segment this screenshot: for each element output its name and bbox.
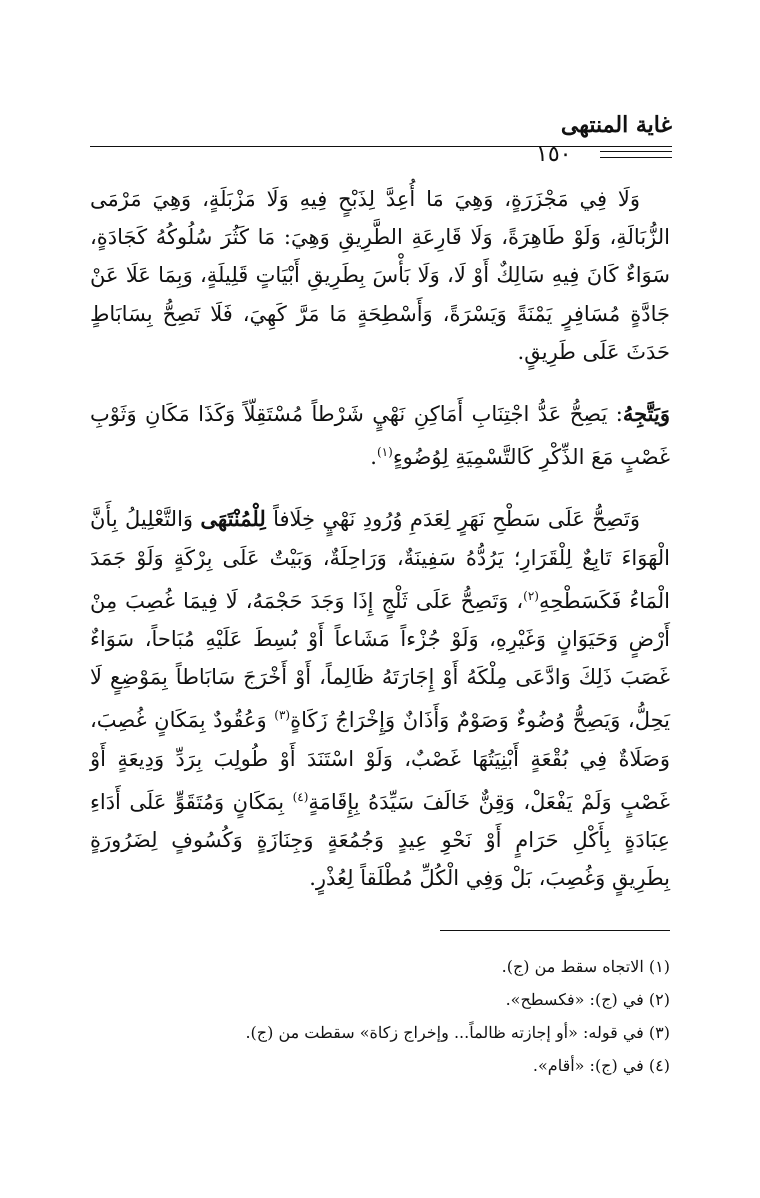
- paragraph-3-text-c: ، وَتَصِحُّ عَلَى ثَلْجٍ إِذَا وَجَدَ حَجْمَهُ، لَا فِيمَا غُصِبَ مِنْ أَرْضٍ وَحَيَوَانٍ وَغَيْرِهِ، وَلَوْ جُزْءاً مَشَاعاً أَوْ بُسِطَ عَلَيْهِ مُبَاحاً، سَوَاءٌ غَصَبَ ذَلِكَ وَادَّعَى مِلْكَهُ أَوْ إِجَارَتَهُ ظَالِماً، أَوْ أَخْرَجَ سَابَاطاً بِمَوْضِعٍ لَا يَحِلُّ، وَيَصِحُّ وُضُوءٌ وَصَوْمٌ وَأَذَانٌ وَإِخْرَاجُ زَكَاةٍ: [90, 588, 670, 733]
- footnote-ref-4: (٤): [292, 789, 309, 804]
- running-header-title: غاية المنتهى: [560, 112, 672, 138]
- main-text: [90, 180, 670, 921]
- page-number-ornament: [600, 151, 672, 163]
- paragraph-1: [90, 180, 670, 371]
- paragraph-3: [90, 500, 670, 897]
- footnote-3: (٣) في قوله: «أو إجازته ظالماً... وإخراج زكاة» سقطت من (ج).: [245, 1023, 670, 1042]
- paragraph-3-text-a: وَتَصِحُّ عَلَى سَطْحِ نَهَرٍ لِعَدَمِ وُرُودِ نَهْيٍ خِلَافاً: [265, 507, 640, 532]
- paragraph-2-end: .: [370, 445, 377, 470]
- header-rule: [90, 146, 672, 147]
- paragraph-2-text: : يَصِحُّ عَدُّ اجْتِنَابِ أَمَاكِنِ نَهْيٍ شَرْطاً مُسْتَقِلّاً وَكَذَا مَكَانِ وَثَوْبِ غَصْبٍ مَعَ الذِّكْرِ كَالتَّسْمِيَةِ لِوُضُوءٍ: [90, 402, 670, 470]
- footnotes: [90, 950, 670, 1082]
- paragraph-3-text-b: وَالتَّعْلِيلُ بِأَنَّ الْهَوَاءَ تَابِعٌ لِلْقَرَارِ؛ يَرُدُّهُ سَفِينَةٌ، وَرَاحِلَةٌ، وَبَيْتٌ عَلَى بِرْكَةٍ وَلَوْ جَمَدَ الْمَاءُ فَكَسَطْحِهِ: [90, 507, 670, 613]
- footnote-ref-2: (٢): [523, 588, 539, 603]
- footnote-4: (٤) في (ج): «أقام».: [532, 1056, 670, 1075]
- page-number: ١٥٠: [536, 142, 572, 167]
- footnote-rule: [440, 930, 670, 931]
- footnote-ref-1: (١): [376, 445, 393, 460]
- paragraph-3-keyword: لِلْمُنْتَهَى: [200, 506, 266, 532]
- footnote-1: (١) الاتجاه سقط من (ج).: [501, 957, 670, 976]
- paragraph-2-keyword: وَيَتَّجِهُ: [622, 401, 670, 427]
- footnote-ref-3: (٣): [274, 708, 291, 723]
- paragraph-3-text-e: بِمَكَانٍ وَمُتَقَوٍّ عَلَى أَدَاءِ عِبَادَةٍ بِأَكْلِ حَرَامٍ أَوْ نَحْوِ عِيدٍ وَجُمُعَةٍ وَجِنَازَةٍ وَكُسُوفٍ لِضَرُورَةٍ بِطَرِيقٍ وَغُصِبَ، بَلْ وَفِي الْكُلِّ مُطْلَقاً لِعُذْرٍ.: [90, 789, 670, 891]
- paragraph-2: [90, 395, 670, 476]
- paragraph-1-text: وَلَا فِي مَجْزَرَةٍ، وَهِيَ مَا أُعِدَّ لِذَبْحٍ فِيهِ وَلَا مَزْبَلَةٍ، وَهِيَ مَرْمَى الزُّبَالَةِ، وَلَوْ طَاهِرَةً، وَلَا قَارِعَةِ الطَّرِيقِ وَهِيَ: مَا كَثُرَ سُلُوكُهُ كَجَادَةٍ، سَوَاءٌ كَانَ فِيهِ سَالِكٌ أَوْ لَا، وَلَا بَأْسَ بِطَرِيقِ أَبْيَاتٍ قَلِيلَةٍ، وَبِمَا عَلَا عَنْ جَادَّةٍ مُسَافِرٍ يَمْنَةً وَيَسْرَةً، وَأَسْطِحَةٍ مَا مَرَّ كَهِيَ، فَلَا تَصِحُّ بِسَابَاطٍ حَدَثَ عَلَى طَرِيقٍ.: [90, 187, 670, 364]
- paragraph-3-text-d: وَعُقُودٌ بِمَكَانٍ غُصِبَ، وَصَلَاةٌ فِي بُقْعَةٍ أَبْنِيَتُهَا غَصْبٌ، وَلَوْ اسْتَنَدَ أَوْ طُولِبَ بِرَدِّ وَدِيعَةٍ أَوْ غَصْبٍ وَلَمْ يَفْعَلْ، وَقِنٌّ خَالَفَ سَيِّدَهُ بِإِقَامَةٍ: [90, 708, 670, 814]
- footnote-2: (٢) في (ج): «فكسطح».: [505, 990, 670, 1009]
